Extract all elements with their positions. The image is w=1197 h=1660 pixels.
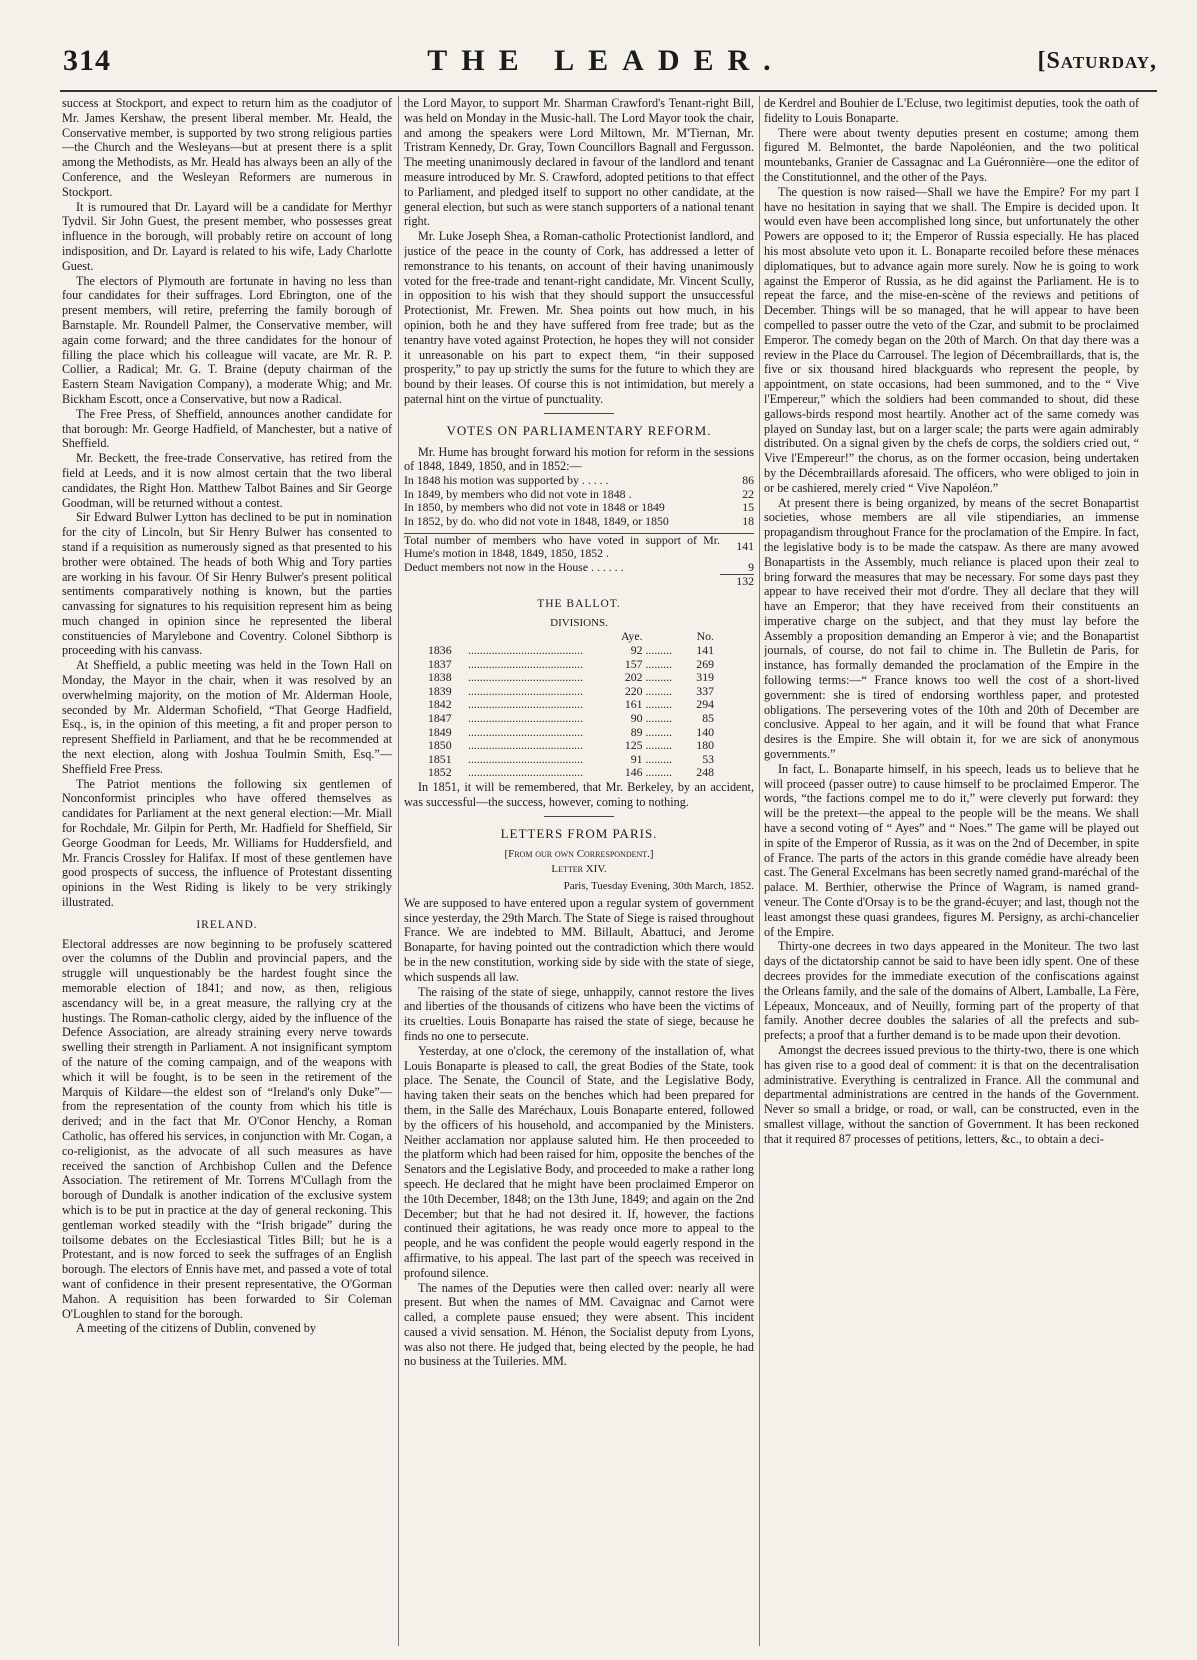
table-row bbox=[404, 488, 754, 502]
page-number: 314 bbox=[63, 44, 111, 77]
article-paragraph: success at Stockport, and expect to return him as the coadjutor of Mr. James Kershaw, the present liberal member. Mr. Heald, the Conservative member, is supported by two strong religious parties—the Church and the Wesleyans—but at present there is a split among the Methodists, as Mr. Heald has always been an ally of the Conference, and the Wesleyan Reformers are numerous in Stockport. bbox=[62, 96, 392, 199]
ballot-noes: 140 bbox=[696, 724, 714, 739]
article-paragraph: A meeting of the citizens of Dublin, convened by bbox=[76, 1321, 316, 1336]
table-row bbox=[404, 501, 754, 515]
votes-label: In 1848 his motion was supported by . . . . . bbox=[404, 474, 609, 488]
table-row bbox=[404, 561, 754, 575]
ballot-ayes: 146 bbox=[624, 765, 643, 780]
article-paragraph: At present there is being organized, by means of the secret Bonapartist societies, whose members are all vile stipendiaries, an immense propagandism throughout France for the proclamation of the Empire. In fact, the legislative body is to be made the catspaw. As there are many avowed Bonapartists in the Assembly, much reliance is placed upon their zeal to bring forward the measures that may be necessary. For some days past they appear to have received their mot d'ordre. They all declare that they will have an Emperor; that they have received from their constituents an imperative charge on the subject, and that they must lay before the Assembly a proposition demanding an Emperor à vie; and the Bonapartist journals, of course, do not fail to chime in. The Bulletin de Paris, for instance, has formally demanded the proclamation of the Empire in the following terms:—“ France knows too well the cost of a short-lived government: she is tired of endorsing worthless paper, and protested obligations. The persevering votes of the 10th and 20th of December are conclusive. Appeal to her again, and it will be found that what France desires is the Empire. She will obtain it, for we are sick of anonymous governments.” bbox=[764, 495, 1139, 762]
votes-deduct-label: Deduct members not now in the House . . . . . . bbox=[404, 559, 624, 574]
article-paragraph: The question is now raised—Shall we have the Empire? For my part I have no hesitation in saying that we shall. The Empire is decided upon. It would even have been accomplished long since, but unfortunately the other Powers are opposed to it; the Emperor of Russia especially. He has placed his most absolute veto upon it. L. Bonaparte recoiled before these ménaces diplomatiques, but to advance again more surely. Now he is going to work against the Emperor of Russia, as he did against the Parliament. He is to repeat the farce, and the mise-en-scène of the reviews and petitions of December. Things will be so managed, that he will appear to have been compelled to passer outre the veto of the Czar, and submit to be proclaimed Emperor. The comedy began on the 20th of March. On that day there was a review in the Place du Carrousel. The legion of Décembraillards, that is, the five or six thousand hired blackguards who represent the people, by appointment, on state occasions, had been summoned, and to the “ Vive l'Empereur,” which the soldiers had been commanded to shout, did these gallows-birds respond most heartily. Another act of the same comedy was played on Sunday last, but on a larger scale; the parts were again admirably distributed. On a signal given by the chefs de corps, the soldiers cried out, “ Vive l'Empereur!” the chorus, as on the former occasion, being undertaken by the Décembraillards aforesaid. The officers, who were obliged to join in or be cashiered, merely cried “ Vive Napoléon.” bbox=[764, 184, 1139, 495]
column-divider bbox=[759, 96, 760, 1646]
ballot-ayes: 157 bbox=[624, 656, 643, 671]
ballot-year: 1851 bbox=[428, 751, 452, 766]
article-paragraph: Amongst the decrees issued previous to the thirty-two, there is one which has given rise to a good deal of comment: it is that on the decentralisation administrative. Everything is centralized in France. All the communal and departmental administrations are centred in the hands of the Government. Never so small a bridge, or road, or wall, can be constructed, even in the smallest village, without the sanction of Government. It has been reckoned that it required 87 processes of petitions, letters, &c., to obtain a deci- bbox=[764, 1043, 1139, 1146]
masthead-title: THE LEADER. bbox=[427, 44, 785, 77]
article-paragraph: Electoral addresses are now beginning to be profusely scattered over the columns of the Dublin and provincial papers, and the struggle will unquestionably be the hardest fought since the memorable election of 1841; and now, as then, religious ascendancy will be, in a great measure, the rallying cry at the hustings. The Roman-catholic clergy, aided by the influence of the Defence Association, are already straining every nerve towards swelling their strength in Parliament. A not insignificant symptom of the nature of the coming campaign, and of the weapons with which it will be fought, is to be seen in the retirement of the Marquis of Kildare—the eldest son of “Ireland's only Duke”—from the representation of the county from which his title is derived; and in the fact that Mr. O'Conor Henchy, a Roman Catholic, has offered his services, in conjunction with Mr. Cogan, a co-religionist, as the advocate of all such measures as have received the sanction of Archbishop Cullen and the Defence Association. The retirement of Mr. Torrens M'Cullagh from the borough of Dundalk is another indication of the exclusive system which is to be put in practice at the day of general reckoning. This gentleman worked steadily with the “Irish brigade” during the toilsome debates on the Ecclesiastical Titles Bill; but he is a Protestant, and is now forced to seek the suffrages of an English borough. The electors of Ennis have met, and passed a vote of total want of confidence in their present representative, the O'Gorman Mahon. A requisition has been forwarded to Sir Coleman O'Loughlen to stand for the borough. bbox=[62, 936, 392, 1321]
ballot-year: 1842 bbox=[428, 697, 452, 712]
votes-total-value: 141 bbox=[736, 539, 754, 554]
ballot-year: 1850 bbox=[428, 738, 452, 753]
ballot-year: 1837 bbox=[428, 656, 452, 671]
ballot-noes: 85 bbox=[702, 711, 714, 726]
votes-label: In 1849, by members who did not vote in 1848 . bbox=[404, 487, 632, 501]
issue-day: [Saturday, bbox=[1037, 48, 1157, 74]
table-row bbox=[404, 533, 754, 561]
header-rule bbox=[60, 90, 1157, 92]
section-divider bbox=[544, 413, 614, 414]
article-paragraph: There were about twenty deputies present en costume; among them figured M. Belmontet, the barde Napoléonien, and the two political mountebanks, Granier de Cassagnac and La Guéronnière—one the editor of the Constitutionnel, and the other of the Pays. bbox=[764, 125, 1139, 184]
ballot-ayes: 125 bbox=[624, 738, 643, 753]
ballot-ayes: 89 bbox=[630, 724, 643, 739]
article-paragraph: The raising of the state of siege, unhappily, cannot restore the lives and liberties of the thousands of citizens who have been the victims of its cruelties. Louis Bonaparte has raised the state of siege, because he finds no one to persecute. bbox=[404, 984, 754, 1043]
article-paragraph: The Free Press, of Sheffield, announces another candidate for that borough: Mr. George Hadfield, of Manchester, but a native of Sheffield. bbox=[62, 406, 392, 451]
page-header bbox=[55, 44, 1157, 86]
ballot-table bbox=[404, 630, 754, 780]
votes-intro: Mr. Hume has brought forward his motion for reform in the sessions of 1848, 1849, 1850, and in 1852:— bbox=[404, 444, 754, 474]
ballot-noes: 141 bbox=[696, 643, 714, 658]
article-paragraph: It is rumoured that Dr. Layard will be a candidate for Merthyr Tydvil. Sir John Guest, the present member, who possesses great influence in the borough, will probably retire on account of long indisposition, and Dr. Layard is related to his wife, Lady Charlotte Guest. bbox=[62, 199, 392, 273]
article-paragraph: Yesterday, at one o'clock, the ceremony of the installation of, what Louis Bonaparte is pleased to call, the great Bodies of the State, took place. The Senate, the Council of State, and the Legislative Body, having taken their seats on the benches which had been prepared for them, in the Salle des Maréchaux, Louis Bonaparte entered, followed by the officers of his household, and accompanied by the Ministers. Neither acclamation nor applause saluted him. He then proceeded to the platform which had been raised for him, opposite the benches of the Senators and the Legislative Body, and proceeded to make a rather long speech. He declared that he might have been proclaimed Emperor on the 10th December, 1848; on the 13th June, 1849; and again on the 2nd December; but that he had not desired it. If, however, the factions continued their agitations, he was ready once more to appeal to the people, and he was confident the people would eagerly respond in the affirmative, to his appeal. The last part of the speech was received in profound silence. bbox=[404, 1043, 754, 1280]
votes-deduct-value: 9 bbox=[748, 559, 754, 574]
ballot-noes: 180 bbox=[696, 738, 714, 753]
section-heading-letters: LETTERS FROM PARIS. bbox=[500, 825, 658, 841]
column-3 bbox=[764, 96, 1139, 1648]
table-row: 1842 ....................................... 161 ......... 294 bbox=[404, 698, 754, 712]
table-row: 1839 ....................................... 220 ......... 337 bbox=[404, 685, 754, 699]
table-row: 1836 ....................................... 92 ......... 141 bbox=[404, 644, 754, 658]
ballot-year: 1847 bbox=[428, 711, 452, 726]
ballot-noes: 53 bbox=[702, 751, 714, 766]
ballot-ayes: 202 bbox=[624, 670, 643, 685]
column-2 bbox=[404, 96, 754, 1648]
section-heading-votes: VOTES ON PARLIAMENTARY REFORM. bbox=[446, 422, 712, 438]
ballot-year: 1852 bbox=[428, 765, 452, 780]
table-row: 1849 ....................................... 89 ......... 140 bbox=[404, 726, 754, 740]
noes-header: No. bbox=[696, 629, 714, 644]
votes-table bbox=[404, 474, 754, 528]
column-divider bbox=[398, 96, 399, 1646]
ballot-ayes: 92 bbox=[630, 643, 643, 658]
letters-source: [From our own Correspondent.] bbox=[504, 848, 654, 861]
table-row bbox=[404, 575, 754, 589]
table-row bbox=[404, 474, 754, 488]
ballot-subheading: DIVISIONS. bbox=[550, 616, 608, 629]
votes-label: In 1852, by do. who did not vote in 1848, 1849, or 1850 bbox=[404, 514, 669, 528]
letters-number: Letter XIV. bbox=[551, 863, 607, 876]
ballot-year: 1849 bbox=[428, 724, 452, 739]
ballot-noes: 294 bbox=[696, 697, 714, 712]
article-paragraph: Sir Edward Bulwer Lytton has declined to be put in nomination for the city of Lincoln, but Sir Henry Bulwer has consented to stand if a requisition as numerously signed as that presented to his brother were obtained. The heads of both Whig and Tory parties are working in his favour. Of Sir Henry Bulwer's present political sentiments comparatively nothing is known, but the parties canvassing for signatures to his requisition represent him as being much changed in opinion since he represented the liberal constituencies of Marylebone and Coventry. Colonel Sibthorp is proceeding with his canvass. bbox=[62, 510, 392, 658]
table-row: 1837 ....................................... 157 ......... 269 bbox=[404, 658, 754, 672]
article-paragraph: The Patriot mentions the following six gentlemen of Nonconformist principles who have offered themselves as candidates for Parliament at the next general election:—Mr. Miall for Rochdale, Mr. Gilpin for Perth, Mr. Hadfield for Sheffield, Sir George Goodman for Leeds, Mr. Williams for Huddersfield, and Mr. Francis Crossley for Halifax. If most of these gentlemen have good prospects of success, the influence of Protestant dissenting opinions in the West Riding is likely to be very strikingly illustrated. bbox=[62, 776, 392, 910]
table-row bbox=[404, 515, 754, 529]
votes-value: 15 bbox=[742, 500, 754, 515]
table-header-row bbox=[404, 630, 754, 644]
votes-value: 18 bbox=[742, 513, 754, 528]
table-row: 1847 ....................................... 90 ......... 85 bbox=[404, 712, 754, 726]
article-paragraph: In fact, L. Bonaparte himself, in his speech, leads us to believe that he will proceed (passer outre) to cause himself to be proclaimed Emperor. The words, “the factions compel me to do it,” were cleverly put forward: they will be the pretext—the appeal to the people will be the means. We shall have a second voting of “ Ayes” and “ Noes.” The game will be played out in spite of the Emperor of Russia, as it was on the 2nd of December, in spite of France. The parts of the actors in this grande comédie have already been cast. The General Excelmans has been secretly named grand-maréchal of the palace. M. Berthier, otherwise the Prince of Wagram, is named grand-veneur. The Conte d'Orsay is to be the grand-écuyer; and last, though not the least amongst these quasi grandees, figures M. Persigny, as archi-chancelier of the Empire. bbox=[764, 761, 1139, 939]
article-paragraph: Mr. Luke Joseph Shea, a Roman-catholic Protectionist landlord, and justice of the peace in the county of Cork, has addressed a letter of remonstrance to his tenants, on account of their having unanimously voted for the free-trade and tenant-right candidate, Mr. Vincent Scully, in opposition to his wish that they should support the unsuccessful Protectionist, Mr. Frewen. Mr. Shea points out how much, in his opinion, both he and they have suffered from free trade; but as the tenantry have voted against Protection, he hopes they will not consider it unreasonable on his part to expect them, “in their supposed prosperity,” to pay up strictly the sums for the future to which they are bound by their leases. Of course this is not intimidation, but merely a paternal hint on the virtue of punctuality. bbox=[404, 229, 754, 406]
table-row: 1838 ....................................... 202 ......... 319 bbox=[404, 671, 754, 685]
column-1 bbox=[62, 96, 392, 1648]
votes-summary bbox=[404, 533, 754, 589]
ballot-noes: 269 bbox=[696, 656, 714, 671]
table-row: 1852 ....................................... 146 ......... 248 bbox=[404, 766, 754, 780]
votes-value: 86 bbox=[742, 473, 754, 488]
article-paragraph: de Kerdrel and Bouhier de L'Ecluse, two legitimist deputies, took the oath of fidelity to Louis Bonaparte. bbox=[764, 96, 1139, 125]
section-heading-ireland: IRELAND. bbox=[196, 918, 258, 931]
article-paragraph: The electors of Plymouth are fortunate in having no less than four candidates for their suffrages. Lord Ebrington, one of the present members, will retire, preferring the family borough of Barnstaple. Mr. Roundell Palmer, the Conservative member, will again come forward; and the three candidates for the honour of filling the place which his colleague will vacate, are Mr. R. P. Collier, a Radical; Mr. G. T. Braine (deputy chairman of the Eastern Steam Navigation Company), a moderate Whig; and Mr. Bickham Escott, once a Conservative, but now a Radical. bbox=[62, 273, 392, 406]
ballot-ayes: 91 bbox=[630, 751, 643, 766]
section-divider bbox=[544, 816, 614, 817]
ballot-year: 1839 bbox=[428, 683, 452, 698]
votes-total-label: Total number of members who have voted in support of Mr. Hume's motion in 1848, 1849, 1850, 1852 . bbox=[404, 532, 720, 561]
article-paragraph: The names of the Deputies were then called over: nearly all were present. But when the names of MM. Cavaignac and Carnot were called, a complete pause ensued; they were absent. This incident caused a vivid sensation. M. Hénon, the Socialist deputy from Lyons, was also not there. He judged that, being elected by the people, he had no business at the Tuileries. MM. bbox=[404, 1280, 754, 1369]
ballot-noes: 248 bbox=[696, 765, 714, 780]
table-row: 1851 ....................................... 91 ......... 53 bbox=[404, 753, 754, 767]
ballot-note: In 1851, it will be remembered, that Mr. Berkeley, by an accident, was successful—the success, however, coming to nothing. bbox=[404, 780, 754, 809]
table-row: 1850 ....................................... 125 ......... 180 bbox=[404, 739, 754, 753]
ballot-ayes: 90 bbox=[630, 711, 643, 726]
letters-dateline: Paris, Tuesday Evening, 30th March, 1852. bbox=[563, 879, 754, 892]
article-paragraph: We are supposed to have entered upon a regular system of government since yesterday, the 29th March. The State of Siege is raised throughout France. We are indebted to MM. Billault, Abattuci, and Jerome Bonaparte, for having pointed out the contradiction which there would be in the new constitution, working side by side with the state of siege, which suspends all law. bbox=[404, 895, 754, 984]
ayes-header: Aye. bbox=[621, 629, 643, 644]
article-paragraph: At Sheffield, a public meeting was held in the Town Hall on Monday, the Mayor in the chair, when it was resolved by an overwhelming majority, on the motion of Mr. Alderman Hoole, seconded by Mr. Alderman Schofield, “That George Hadfield, Esq., is, in the opinion of this meeting, a fit and proper person to represent Sheffield in Parliament, and that he be recommended at the next election, along with Joshua Toulmin Smith, Esq.”—Sheffield Free Press. bbox=[62, 658, 392, 776]
ballot-year: 1836 bbox=[428, 643, 452, 658]
article-paragraph: Thirty-one decrees in two days appeared in the Moniteur. The two last days of the dictatorship cannot be said to have been idly spent. One of these decrees provides for the immediate execution of the confiscations against the Orleans family, and the sale of the domains of Albert, Lamballe, La Fère, Lépeaux, Monceaux, and of Neuilly, forming part of the property of that family. Another decree doubles the salaries of all the prefects and sub-prefects; a proof that a further demand is to be made upon their devotion. bbox=[764, 939, 1139, 1043]
ballot-ayes: 220 bbox=[624, 683, 643, 698]
article-paragraph: the Lord Mayor, to support Mr. Sharman Crawford's Tenant-right Bill, was held on Monday in the Music-hall. The Lord Mayor took the chair, and among the speakers were Lord Miltown, Mr. M'Tiernan, Mr. Tristram Kennedy, Dr. Gray, Town Councillors Bagnall and Fergusson. The meeting unanimously declared in favour of the landlord and tenant measure introduced by Mr. S. Crawford, adopted petitions to that effect to Parliament, and pledged itself to support no other candidate, at the general election, but such as were stanch supporters of a national tenant right. bbox=[404, 96, 754, 229]
votes-label: In 1850, by members who did not vote in 1848 or 1849 bbox=[404, 501, 665, 515]
ballot-ayes: 161 bbox=[624, 697, 643, 712]
section-heading-ballot: THE BALLOT. bbox=[537, 597, 621, 610]
ballot-noes: 319 bbox=[696, 670, 714, 685]
ballot-year: 1838 bbox=[428, 670, 452, 685]
votes-value: 22 bbox=[742, 486, 754, 501]
votes-net-value: 132 bbox=[720, 575, 754, 589]
article-paragraph: Mr. Beckett, the free-trade Conservative, has retired from the field at Leeds, and it is now almost certain that the two liberal candidates, the Right Hon. Matthew Talbot Baines and Sir George Goodman, will be returned without a contest. bbox=[62, 451, 392, 510]
ballot-noes: 337 bbox=[696, 683, 714, 698]
